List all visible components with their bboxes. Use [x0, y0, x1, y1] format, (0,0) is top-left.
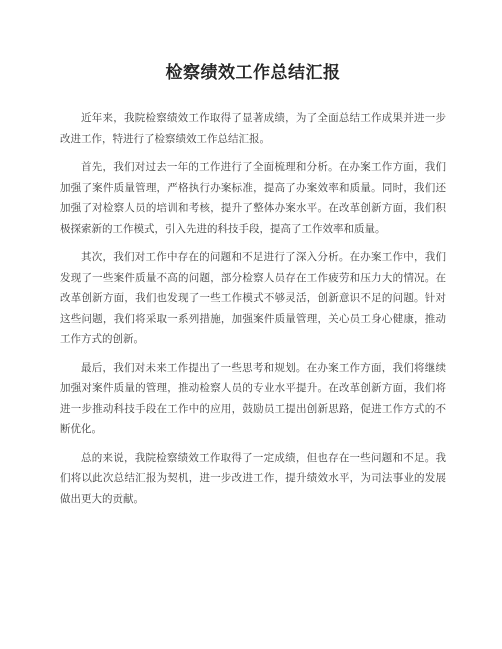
paragraph-last: 最后，我们对未来工作提出了一些思考和规划。在办案工作方面，我们将继续加强对案件质量的管理，推动检察人员的专业水平提升。在改革创新方面，我们将进一步推动科技手段在工作中的应用，鼓励员工提出创新思路，促进工作方式的不断优化。: [60, 361, 446, 435]
document-title: 检察绩效工作总结汇报: [165, 63, 341, 83]
paragraph-first: 首先，我们对过去一年的工作进行了全面梳理和分析。在办案工作方面，我们加强了案件质量管理，严格执行办案标准，提高了办案效率和质量。同时，我们还加强了对检察人员的培训和考核，提升了整体办案水平。在改革创新方面，我们积极探索新的工作模式，引入先进的科技手段，提高了工作效率和质量。: [60, 161, 446, 235]
paragraph-intro: 近年来，我院检察绩效工作取得了显著成绩，为了全面总结工作成果并进一步改进工作，特进行了检察绩效工作总结汇报。: [60, 112, 446, 145]
paragraph-summary: 总的来说，我院检察绩效工作取得了一定成绩，但也存在一些问题和不足。我们将以此次总结汇报为契机，进一步改进工作，提升绩效水平，为司法事业的发展做出更大的贡献。: [60, 451, 446, 505]
paragraph-second: 其次，我们对工作中存在的问题和不足进行了深入分析。在办案工作中，我们发现了一些案件质量不高的问题，部分检察人员存在工作疲劳和压力大的情况。在改革创新方面，我们也发现了一些工作模式不够灵活，创新意识不足的问题。针对这些问题，我们将采取一系列措施，加强案件质量管理，关心员工身心健康，推动工作方式的创新。: [60, 251, 446, 345]
